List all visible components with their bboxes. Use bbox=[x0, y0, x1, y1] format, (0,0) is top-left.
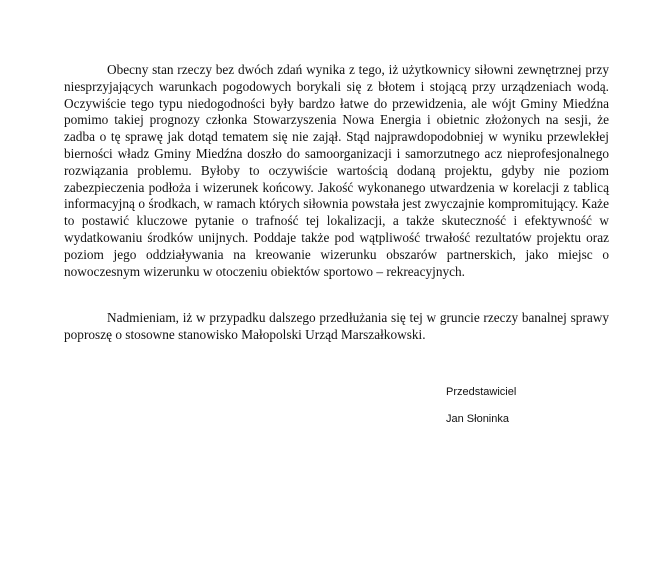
signature-role: Przedstawiciel bbox=[446, 386, 517, 398]
body-paragraph-1: Obecny stan rzeczy bez dwóch zdań wynika z tego, iż użytkownicy siłowni zewnętrznej przy niesprzyjających warunkach pogodowych borykali się z błotem i stojącą przy urządzeniach wodą. Oczywiście tego typu niedogodności były bardzo łatwe do przewidzenia, ale wójt Gminy Miedźna pomimo takiej prognozy członka Stowarzyszenia Nowa Energia i obietnic złożonych na sesji, że zadba o tę sprawę jak dotąd tematem się nie zajął. Stąd najprawdopodobniej w wyniku przewlekłej bierności władz Gminy Miedźna doszło do samoorganizacji i samorzutnego acz nieprofesjonalnego rozwiązania problemu. Byłoby to oczywiście wartością dodaną projektu, gdyby nie poziom zabezpieczenia podłoża i wizerunek końcowy. Jakość wykonanego utwardzenia w korelacji z tablicą informacyjną o środkach, w ramach których siłownia powstała jest zwyczajnie kompromitujący. Każe to postawić kluczowe pytanie o trafność tej lokalizacji, a także skuteczność i efektywność w wydatkowaniu środków unijnych. Poddaje także pod wątpliwość trwałość rezultatów projektu oraz poziom jego oddziaływania na kreowanie wizerunku obszarów partnerskich, jako miejsc o nowoczesnym wizerunku w otoczeniu obiektów sportowo – rekreacyjnych. bbox=[64, 62, 609, 279]
body-paragraph-2: Nadmieniam, iż w przypadku dalszego przedłużania się tej w gruncie rzeczy banalnej sprawy poproszę o stosowne stanowisko Małopolski Urząd Marszałkowski. bbox=[64, 310, 609, 342]
signature-name: Jan Słoninka bbox=[446, 413, 509, 425]
